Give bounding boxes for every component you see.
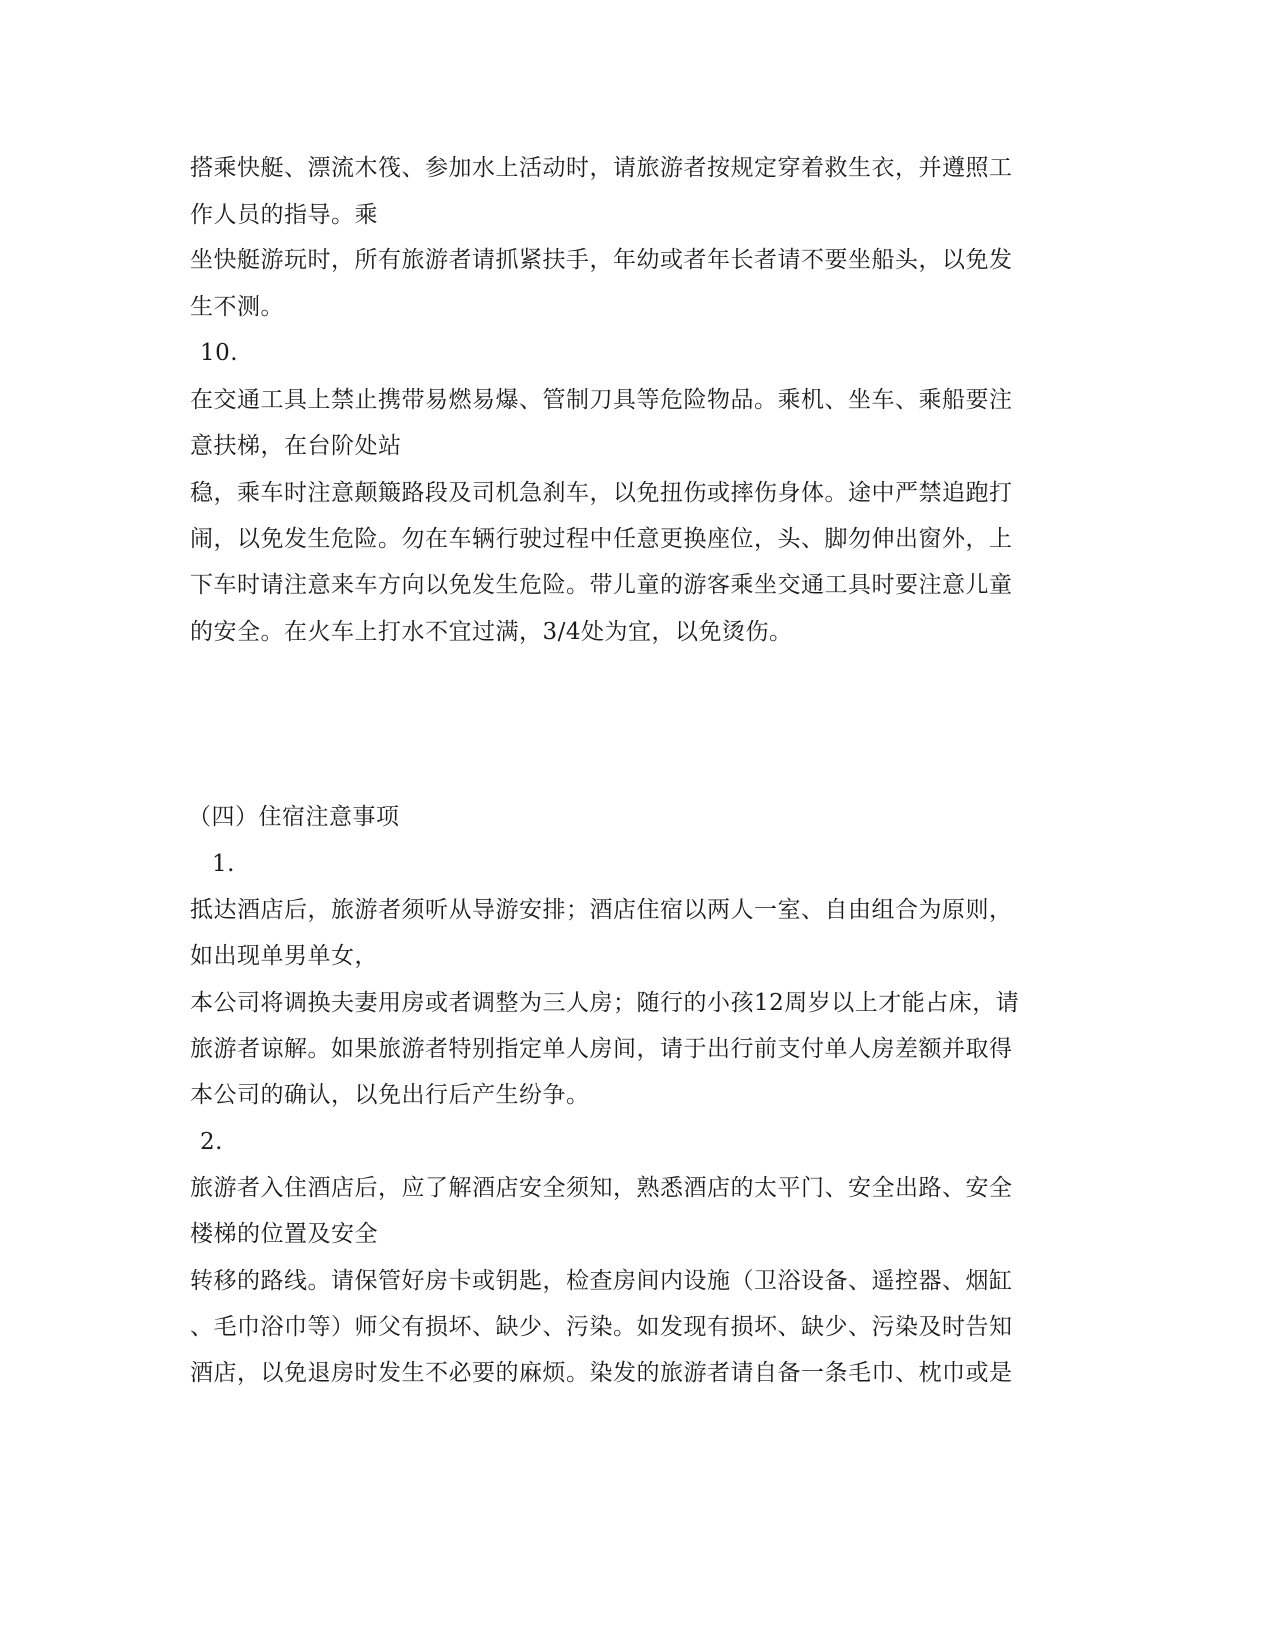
- paragraph-line: 作人员的指导。乘: [190, 202, 378, 228]
- item-number: 1.: [212, 851, 235, 877]
- paragraph-line: 本公司的确认，以免出行后产生纷争。: [190, 1082, 590, 1108]
- paragraph-line: 如出现单男单女，: [190, 943, 378, 969]
- paragraph-line: 抵达酒店后，旅游者须听从导游安排；酒店住宿以两人一室、自由组合为原则，: [190, 897, 1013, 923]
- paragraph-line: 生不测。: [190, 294, 284, 320]
- paragraph-line: 转移的路线。请保管好房卡或钥匙，检查房间内设施（卫浴设备、遥控器、烟缸: [190, 1268, 1013, 1294]
- paragraph-line: 下车时请注意来车方向以免发生危险。带儿童的游客乘坐交通工具时要注意儿童: [190, 572, 1013, 598]
- item-number: 10.: [200, 340, 239, 366]
- paragraph-line: 的安全。在火车上打水不宜过满，3/4处为宜，以免烫伤。: [190, 619, 793, 645]
- paragraph-line: 旅游者谅解。如果旅游者特别指定单人房间，请于出行前支付单人房差额并取得: [190, 1036, 1013, 1062]
- paragraph-line: 酒店，以免退房时发生不必要的麻烦。染发的旅游者请自备一条毛巾、枕巾或是: [190, 1360, 1013, 1386]
- paragraph-line: 本公司将调换夫妻用房或者调整为三人房；随行的小孩12周岁以上才能占床，请: [190, 990, 1020, 1016]
- item-number: 2.: [200, 1129, 223, 1155]
- section-heading: （四）住宿注意事项: [188, 804, 400, 830]
- paragraph-line: 旅游者入住酒店后，应了解酒店安全须知，熟悉酒店的太平门、安全出路、安全: [190, 1175, 1013, 1201]
- paragraph-line: 、毛巾浴巾等）师父有损坏、缺少、污染。如发现有损坏、缺少、污染及时告知: [190, 1314, 1013, 1340]
- paragraph-line: 在交通工具上禁止携带易燃易爆、管制刀具等危险物品。乘机、坐车、乘船要注: [190, 387, 1013, 413]
- paragraph-line: 闹，以免发生危险。勿在车辆行驶过程中任意更换座位，头、脚勿伸出窗外，上: [190, 526, 1013, 552]
- paragraph-line: 搭乘快艇、漂流木筏、参加水上活动时，请旅游者按规定穿着救生衣，并遵照工: [190, 155, 1013, 181]
- paragraph-line: 坐快艇游玩时，所有旅游者请抓紧扶手，年幼或者年长者请不要坐船头，以免发: [190, 247, 1013, 273]
- paragraph-line: 稳，乘车时注意颠簸路段及司机急刹车，以免扭伤或摔伤身体。途中严禁追跑打: [190, 480, 1013, 506]
- paragraph-line: 楼梯的位置及安全: [190, 1221, 378, 1247]
- paragraph-line: 意扶梯，在台阶处站: [190, 433, 402, 459]
